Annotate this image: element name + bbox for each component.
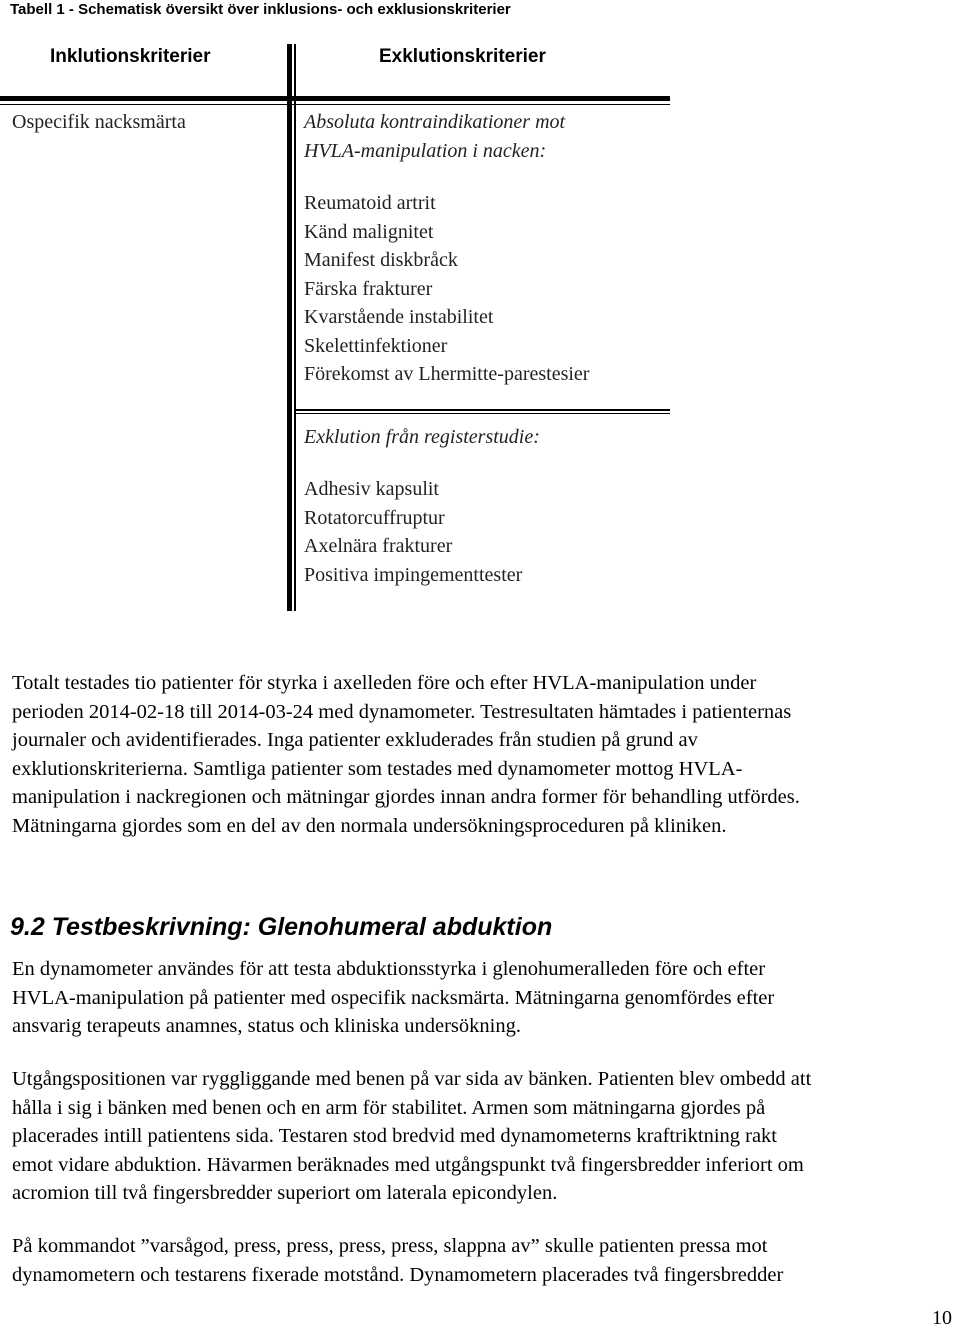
inclusion-item: Ospecifik nacksmärta <box>12 111 186 133</box>
contra-item: Förekomst av Lhermitte-parestesier <box>304 363 590 385</box>
text-line: HVLA-manipulation på patienter med ospecifik nacksmärta. Mätningarna genomfördes efter <box>12 986 775 1009</box>
contra-list <box>304 189 589 389</box>
contra-item: Reumatoid artrit <box>304 192 436 214</box>
contra-item: Färska frakturer <box>304 277 433 300</box>
contra-heading <box>304 108 565 165</box>
contra-item: Manifest diskbråck <box>304 249 458 271</box>
text-line: placerades intill patientens sida. Testaren stod bredvid med dynamometerns kraftriktning rakt <box>12 1125 778 1147</box>
paragraph-starting-position <box>12 1065 952 1208</box>
paragraph-command <box>12 1232 952 1289</box>
inclusion-header: Inklutionskriterier <box>50 46 211 67</box>
text-line: På kommandot ”varsågod, press, press, press, press, slappna av” skulle patienten pressa mot <box>12 1235 768 1257</box>
paragraph-test-description <box>12 955 952 1041</box>
text-line: emot vidare abduktion. Hävarmen beräknades med utgångspunkt två fingersbredder inferiort om <box>12 1153 804 1176</box>
contra-heading-line: HVLA-manipulation i nacken: <box>304 139 547 162</box>
table-vertical-divider <box>287 44 296 611</box>
text-line: perioden 2014-02-18 till 2014-03-24 med dynamometer. Testresultaten hämtades i patienternas <box>12 700 792 723</box>
contra-heading-line: Absoluta kontraindikationer mot <box>304 111 566 133</box>
paragraph-study-summary <box>12 669 952 840</box>
text-line: Mätningarna gjordes som en del av den normala undersökningsproceduren på kliniken. <box>12 814 727 837</box>
registry-list <box>304 475 522 589</box>
text-line: En dynamometer användes för att testa abduktionsstyrka i glenohumeralleden före och efter <box>12 958 766 980</box>
text-line: acromion till två fingersbredder superiort om laterala epicondylen. <box>12 1182 558 1204</box>
table-header-rule <box>0 96 670 105</box>
exclusion-header: Exklutionskriterier <box>379 46 546 67</box>
table-caption: Tabell 1 - Schematisk översikt över inklusions- och exklusionskriterier <box>10 1 511 18</box>
registry-item: Axelnära frakturer <box>304 535 453 557</box>
contra-item: Kvarstående instabilitet <box>304 306 494 328</box>
text-line: exklutionskriterierna. Samtliga patienter som testades med dynamometer mottog HVLA- <box>12 757 743 780</box>
section-heading: 9.2 Testbeskrivning: Glenohumeral abduktion <box>10 913 553 941</box>
text-line: ansvarig terapeuts anamnes, status och kliniska undersökning. <box>12 1015 521 1037</box>
text-line: journaler och avidentifierades. Inga patienter exkluderades från studien på grund av <box>12 729 698 751</box>
registry-item: Adhesiv kapsulit <box>304 478 439 500</box>
text-line: Utgångspositionen var ryggliggande med benen på var sida av bänken. Patienten blev ombedd att <box>12 1068 812 1090</box>
table-section-rule <box>296 409 670 414</box>
page-number: 10 <box>932 1307 952 1329</box>
text-line: manipulation i nackregionen och mätningar gjordes innan andra former för behandling utfördes. <box>12 786 800 808</box>
registry-item: Positiva impingementtester <box>304 563 523 586</box>
text-line: Totalt testades tio patienter för styrka i axelleden före och efter HVLA-manipulation under <box>12 672 757 694</box>
contra-item: Känd malignitet <box>304 220 434 243</box>
text-line: dynamometern och testarens fixerade motstånd. Dynamometern placerades två fingersbredder <box>12 1263 784 1286</box>
registry-heading: Exklution från registerstudie: <box>304 426 540 448</box>
registry-item: Rotatorcuffruptur <box>304 506 445 529</box>
text-line: hålla i sig i bänken med benen och en arm för stabilitet. Armen som mätningarna gjordes på <box>12 1096 766 1119</box>
contra-item: Skelettinfektioner <box>304 334 448 357</box>
